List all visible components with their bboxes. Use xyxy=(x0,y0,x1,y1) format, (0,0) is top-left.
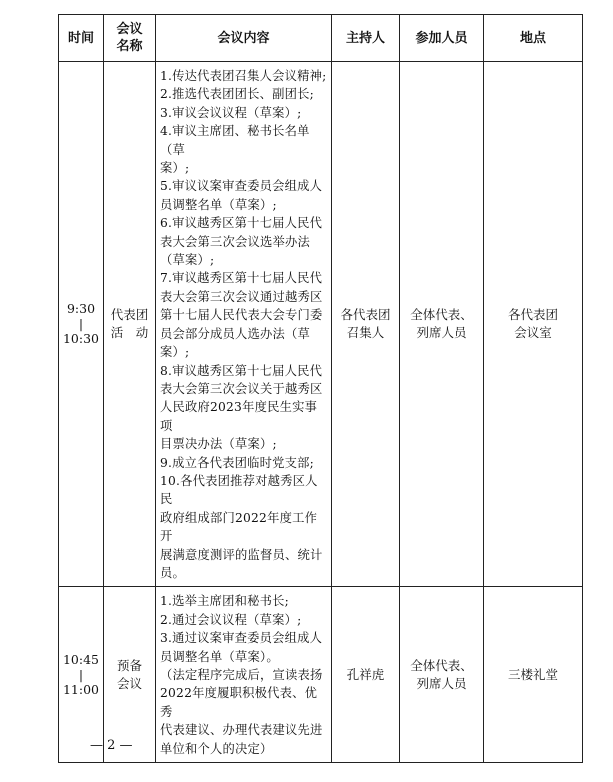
time-separator: | xyxy=(78,666,84,682)
content-line: 单位和个人的决定） xyxy=(160,741,273,756)
content-line: 人民政府2023年度民生实事项 xyxy=(160,400,318,433)
location-cell xyxy=(484,587,583,763)
meeting-content-cell xyxy=(156,62,332,587)
participants-line1: 全体代表、 xyxy=(410,657,473,673)
host-line2: 召集人 xyxy=(346,325,385,341)
content-line: 表大会第三次会议选举办法 xyxy=(160,234,310,249)
content-line: 1.选举主席团和秘书长; xyxy=(160,594,289,609)
time-end: 10:30 xyxy=(62,331,100,347)
host-line1: 孔祥虎 xyxy=(346,666,385,682)
content-line: 6.审议越秀区第十七届人民代 xyxy=(160,216,323,231)
host-cell xyxy=(332,587,400,763)
header-host: 主持人 xyxy=(332,15,400,62)
table-row xyxy=(59,62,583,587)
header-participants: 参加人员 xyxy=(400,15,484,62)
content-line: 3.通过议案审查委员会组成人 xyxy=(160,631,323,646)
header-meeting-name xyxy=(104,15,156,62)
header-meeting-name-line1: 会议 xyxy=(116,22,143,37)
meeting-name-cell xyxy=(104,587,156,763)
content-line: 5.审议议案审查委员会组成人 xyxy=(160,179,323,194)
host-line1: 各代表团 xyxy=(340,307,391,323)
time-start: 10:45 xyxy=(62,651,100,667)
content-line: 2.通过会议议程（草案）; xyxy=(160,612,302,627)
meeting-name-line1: 预备 xyxy=(116,657,142,673)
time-cell xyxy=(59,62,104,587)
header-content: 会议内容 xyxy=(156,15,332,62)
content-line: 目票决办法（草案）; xyxy=(160,437,277,452)
participants-line2: 列席人员 xyxy=(416,325,467,341)
location-line1: 各代表团 xyxy=(507,307,558,323)
content-line: 案）; xyxy=(160,161,190,176)
location-line1: 三楼礼堂 xyxy=(507,666,558,682)
location-line2: 会议室 xyxy=(514,325,552,341)
time-separator: | xyxy=(78,316,84,332)
content-line: 10.各代表团推荐对越秀区人民 xyxy=(160,473,318,507)
content-line: 表大会第三次会议关于越秀区 xyxy=(160,381,323,396)
content-line: 3.审议会议议程（草案）; xyxy=(160,105,302,120)
host-cell xyxy=(332,62,400,587)
time-cell xyxy=(59,587,104,763)
content-line: 2.推选代表团团长、副团长; xyxy=(160,87,314,102)
meeting-name-line2: 会议 xyxy=(116,675,142,691)
content-line: 代表建议、办理代表建议先进 xyxy=(160,723,323,738)
agenda-table xyxy=(58,14,583,763)
meeting-name-cell xyxy=(104,62,156,587)
content-line: 员会部分成员人选办法（草 xyxy=(160,326,310,341)
content-line: 表大会第三次会议通过越秀区 xyxy=(160,289,323,304)
content-line: 9.成立各代表团临时党支部; xyxy=(160,455,314,470)
meeting-name-line1: 代表团 xyxy=(110,307,149,323)
content-line: 4.审议主席团、秘书长名单（草 xyxy=(160,124,310,157)
page-number: — 2 — xyxy=(90,738,133,753)
participants-cell xyxy=(400,587,484,763)
header-location: 地点 xyxy=(484,15,583,62)
content-line: 第十七届人民代表大会专门委 xyxy=(160,308,323,323)
content-line: 1.传达代表团召集人会议精神; xyxy=(160,69,327,83)
content-line: 2022年度履职积极代表、优秀 xyxy=(160,686,318,719)
participants-line1: 全体代表、 xyxy=(410,307,473,323)
content-line: 案）; xyxy=(160,345,190,360)
header-time: 时间 xyxy=(59,15,104,62)
meeting-content-cell xyxy=(156,587,332,763)
header-meeting-name-line2: 名称 xyxy=(116,39,143,54)
content-line: 员调整名单（草案）; xyxy=(160,197,277,212)
content-line: （法定程序完成后，宣读表扬 xyxy=(160,668,323,682)
table-header-row xyxy=(59,15,583,62)
content-line: 政府组成部门2022年度工作开 xyxy=(160,510,318,544)
time-start: 9:30 xyxy=(66,301,96,317)
content-line: 7.审议越秀区第十七届人民代 xyxy=(160,271,323,286)
content-line: 展满意度测评的监督员、统计 xyxy=(160,547,323,562)
content-line: 员。 xyxy=(160,565,185,580)
content-line: 员调整名单（草案）。 xyxy=(160,649,279,664)
content-line: （草案）; xyxy=(160,253,215,268)
meeting-name-line2: 活 动 xyxy=(110,325,149,341)
participants-cell xyxy=(400,62,484,587)
location-cell xyxy=(484,62,583,587)
table-row xyxy=(59,587,583,763)
time-end: 11:00 xyxy=(62,681,100,697)
content-line: 8.审议越秀区第十七届人民代 xyxy=(160,363,323,378)
participants-line2: 列席人员 xyxy=(416,675,467,691)
